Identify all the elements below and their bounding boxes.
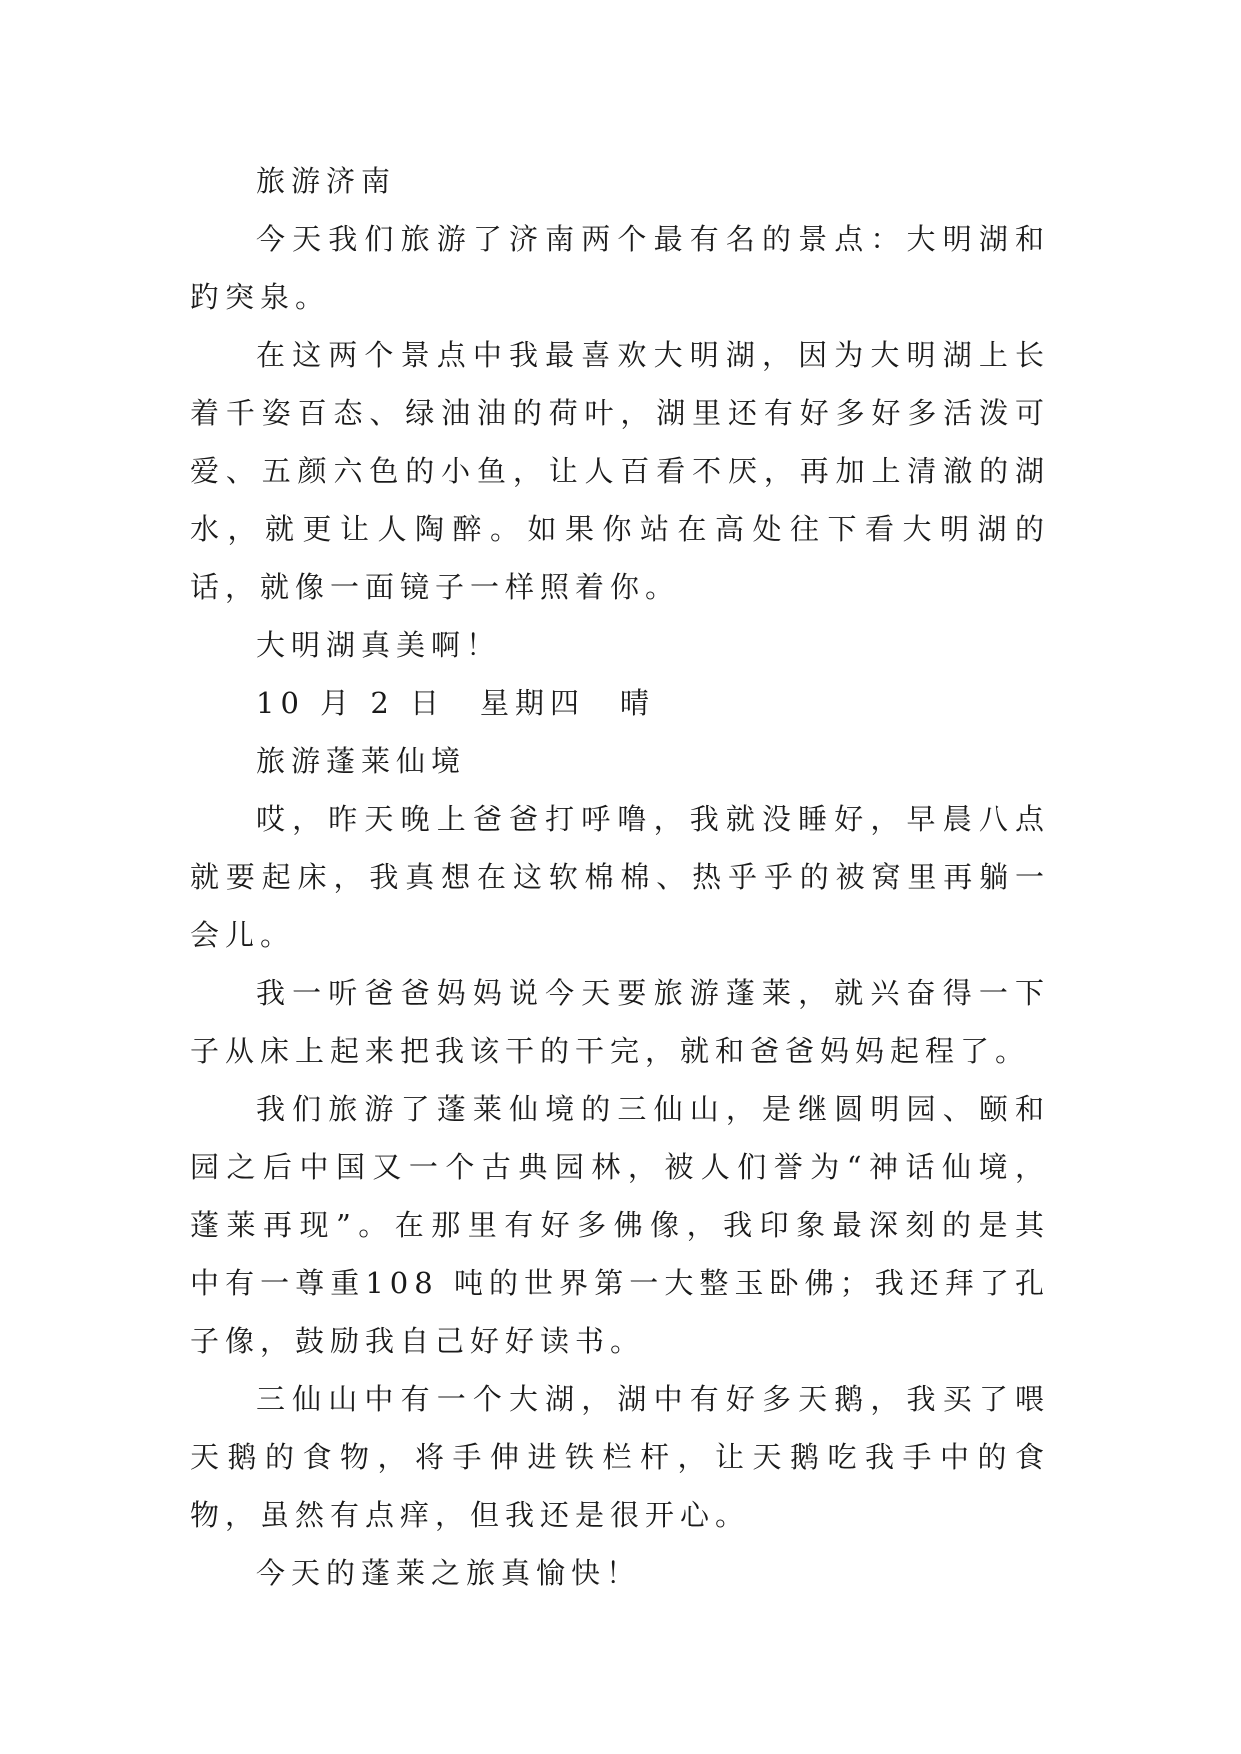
document-body [190, 152, 1050, 1602]
paragraph: 大明湖真美啊！ [256, 628, 502, 662]
paragraph: 我们旅游了蓬莱仙境的三仙山，是继圆明园、颐和园之后中国又一个古典园林，被人们誉为“神话仙境，蓬莱再现”。在那里有好多佛像，我印象最深刻的是其中有一尊重108 吨的世界第一大整玉卧佛；我还拜了孔子像，鼓励我自己好好读书。 [190, 1092, 1050, 1358]
paragraph: 今天的蓬莱之旅真愉快！ [256, 1556, 642, 1590]
paragraph: 在这两个景点中我最喜欢大明湖，因为大明湖上长着千姿百态、绿油油的荷叶，湖里还有好多好多活泼可爱、五颜六色的小鱼，让人百看不厌，再加上清澈的湖水，就更让人陶醉。如果你站在高处往下看大明湖的话，就像一面镜子一样照着你。 [190, 338, 1050, 604]
paragraph: 三仙山中有一个大湖，湖中有好多天鹅，我买了喂天鹅的食物，将手伸进铁栏杆，让天鹅吃我手中的食物，虽然有点痒，但我还是很开心。 [190, 1382, 1050, 1532]
paragraph: 哎，昨天晚上爸爸打呼噜，我就没睡好，早晨八点就要起床，我真想在这软棉棉、热乎乎的被窝里再躺一会儿。 [190, 802, 1050, 952]
section-title-jinan: 旅游济南 [256, 164, 397, 198]
paragraph: 我一听爸爸妈妈说今天要旅游蓬莱，就兴奋得一下子从床上起来把我该干的干完，就和爸爸妈妈起程了。 [190, 976, 1050, 1068]
paragraph: 今天我们旅游了济南两个最有名的景点：大明湖和趵突泉。 [190, 222, 1050, 314]
section-title-penglai: 旅游蓬莱仙境 [256, 744, 467, 778]
diary-date-line: 10 月 2 日 星期四 晴 [256, 686, 656, 720]
